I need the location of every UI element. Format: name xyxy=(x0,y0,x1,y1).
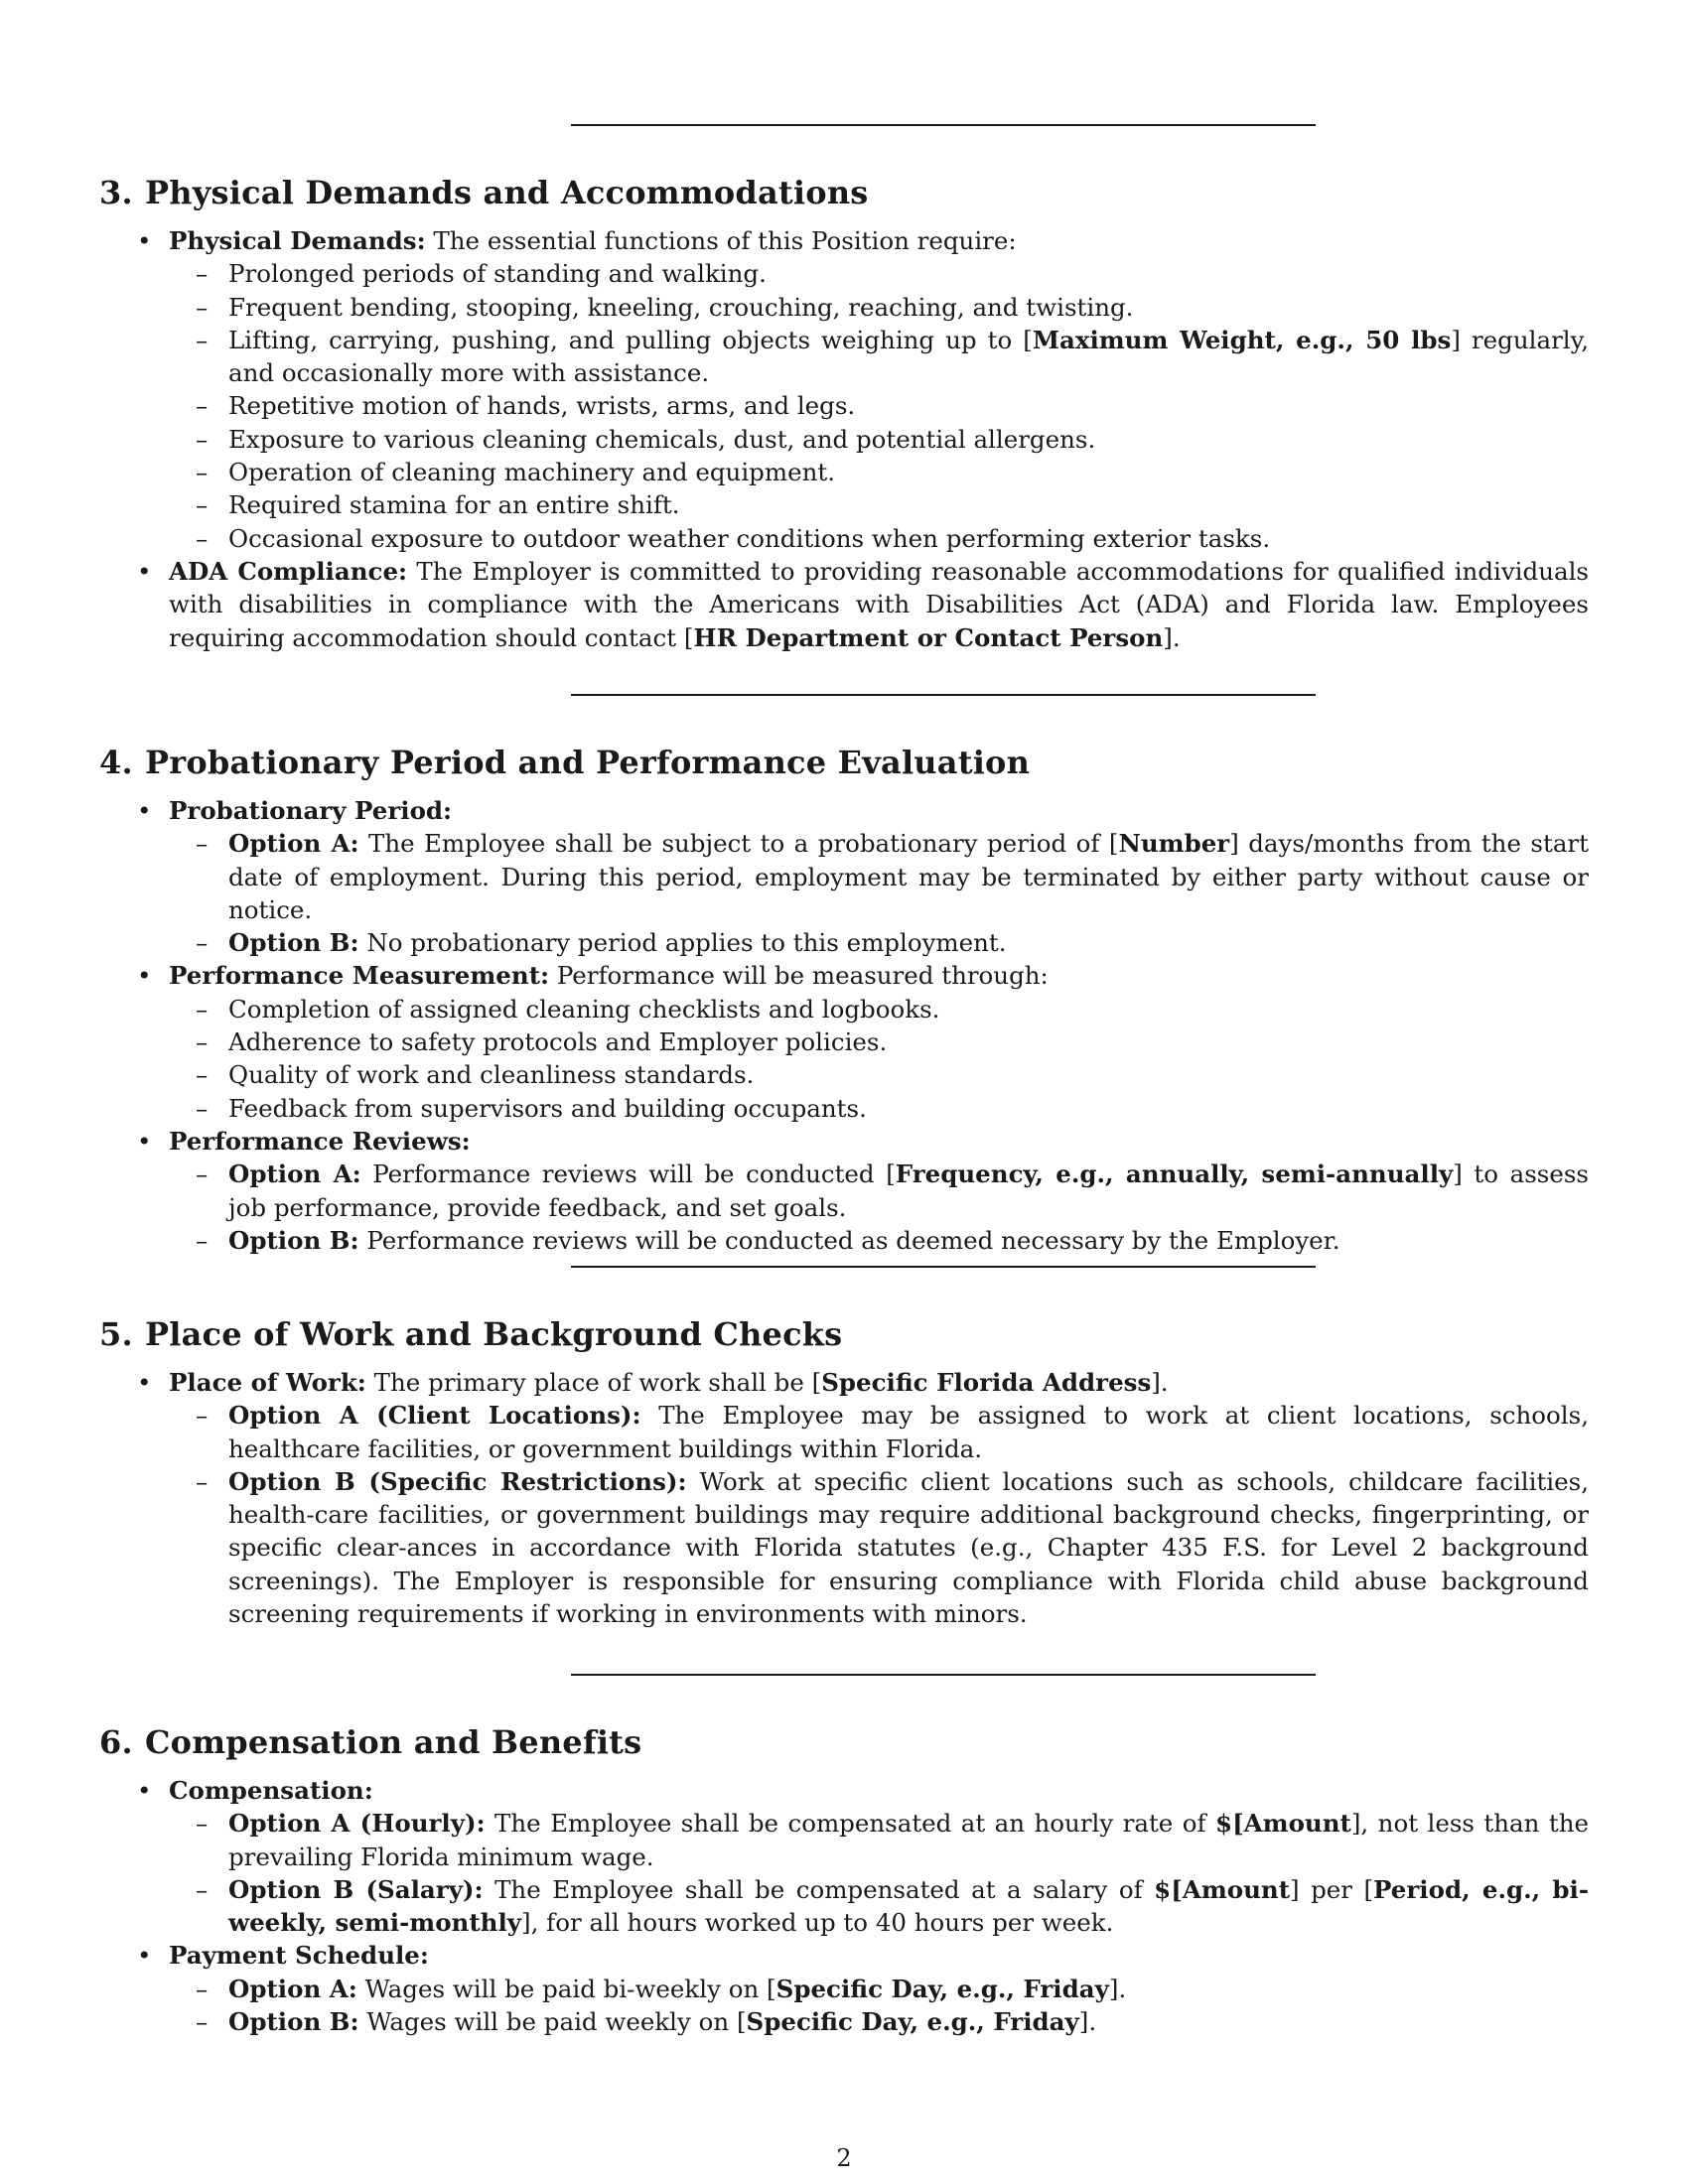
page-number: 2 xyxy=(836,2144,852,2172)
list-item: – Option A: The Employee shall be subject to a probationary period of [Number] days/months from the start date of employment. During this period, employment may be terminated by either party without cause or notice. xyxy=(196,829,1589,924)
list-item: • Compensation: – Option A (Hourly): The Employee shall be compensated at an hourly rate of $[Amount], not less than the prevailing Florida minimum wage. – Option B (Salary): The Employee shall be compensated at a salary of $[Amount] per [Period, e.g., bi-weekly, semi-monthly], for all hours worked up to 40 hours per week. xyxy=(99,1774,1589,1939)
horizontal-rule xyxy=(571,694,1316,696)
section-3 xyxy=(99,173,1589,654)
section-heading: 4. Probationary Period and Performance Evaluation xyxy=(99,744,1031,781)
list-item: – Option A: Performance reviews will be conducted [Frequency, e.g., annually, semi-annually] to assess job performance, provide feedback, and set goals. xyxy=(196,1160,1589,1222)
horizontal-rule xyxy=(571,124,1316,126)
sub-list xyxy=(169,993,1589,1125)
sub-list xyxy=(169,1807,1589,1939)
sub-list xyxy=(169,1973,1589,2039)
section-heading: 5. Place of Work and Background Checks xyxy=(99,1315,843,1353)
list-item: – Option B: No probationary period applies to this employment. xyxy=(196,928,1007,958)
list-item: • Performance Measurement: Performance will be measured through: – Completion of assigned cleaning checklists and logbooks. – Adherence to safety protocols and Employer policies. – Quality of work and cleanliness standards. – Feedback from supervisors and building occupants. xyxy=(99,959,1589,1124)
list-item: – Lifting, carrying, pushing, and pulling objects weighing up to [Maximum Weight, e.g., 50 lbs] regularly, and occasionally more with assistance. xyxy=(196,325,1589,388)
list-item: • Place of Work: The primary place of work shall be [Specific Florida Address]. – Option A (Client Locations): The Employee may be assigned to work at client locations, schools, healthcare facilities, or government buildings within Florida. – Option B (Specific Restrictions): Work at specific client locations such as schools, childcare facilities, health-care facilities, or government buildings may require additional background checks, fingerprinting, or specific clear-ances in accordance with Florida statutes (e.g., Chapter 435 F.S. for Level 2 background screenings). The Employer is responsible for ensuring compliance with Florida child abuse background screening requirements if working in environments with minors. xyxy=(99,1366,1589,1630)
list-item: • Physical Demands: The essential functions of this Position require: – Prolonged periods of standing and walking. – Frequent bending, stooping, kneeling, crouching, reaching, and twisting. – Lifting, carrying, pushing, and pulling objects weighing up to [Maximum Weight, e.g., 50 lbs] regularly, and occasionally more with assistance. – Repetitive motion of hands, wrists, arms, and legs. – Exposure to various cleaning chemicals, dust, and potential allergens. – Operation of cleaning machinery and equipment. – Required stamina for an entire shift. – Occasional exposure to outdoor weather conditions when performing exterior tasks. xyxy=(99,224,1589,555)
list-item: – Option A: Wages will be paid bi-weekly on [Specific Day, e.g., Friday]. xyxy=(196,1974,1127,2003)
sub-list xyxy=(169,1158,1589,1257)
list-item: – Option B: Wages will be paid weekly on [Specific Day, e.g., Friday]. xyxy=(196,2007,1097,2037)
sub-list xyxy=(169,257,1589,555)
list-item: – Option A (Hourly): The Employee shall be compensated at an hourly rate of $[Amount], not less than the prevailing Florida minimum wage. xyxy=(196,1809,1589,1871)
bullet-list xyxy=(99,794,1589,1257)
section-6 xyxy=(99,1722,1589,2038)
horizontal-rule xyxy=(571,1674,1316,1676)
list-item: – Feedback from supervisors and building occupants. xyxy=(196,1093,867,1123)
list-item: – Required stamina for an entire shift. xyxy=(196,490,680,520)
list-item: • Performance Reviews: – Option A: Performance reviews will be conducted [Frequency, e.g., annually, semi-annually] to assess job performance, provide feedback, and set goals. – Option B: Performance reviews will be conducted as deemed necessary by the Employer. xyxy=(99,1125,1589,1257)
list-item: – Exposure to various cleaning chemicals, dust, and potential allergens. xyxy=(196,424,1096,454)
list-item: – Option A (Client Locations): The Employee may be assigned to work at client locations, schools, healthcare facilities, or government buildings within Florida. xyxy=(196,1401,1589,1463)
section-heading: 6. Compensation and Benefits xyxy=(99,1723,642,1761)
list-item: – Quality of work and cleanliness standards. xyxy=(196,1060,755,1090)
list-item: – Operation of cleaning machinery and equipment. xyxy=(196,458,835,487)
list-item: – Frequent bending, stooping, kneeling, crouching, reaching, and twisting. xyxy=(196,292,1134,322)
bullet-list xyxy=(99,1366,1589,1630)
list-item: – Option B: Performance reviews will be conducted as deemed necessary by the Employer. xyxy=(196,1225,1340,1255)
list-item: • Probationary Period: – Option A: The Employee shall be subject to a probationary period of [Number] days/months from the start date of employment. During this period, employment may be terminated by either party without cause or notice. – Option B: No probationary period applies to this employment. xyxy=(99,794,1589,959)
section-4 xyxy=(99,743,1589,1257)
list-item: • Payment Schedule: – Option A: Wages will be paid bi-weekly on [Specific Day, e.g., Friday]. – Option B: Wages will be paid weekly on [Specific Day, e.g., Friday]. xyxy=(99,1939,1589,2038)
list-item: – Repetitive motion of hands, wrists, arms, and legs. xyxy=(196,391,856,421)
section-5 xyxy=(99,1314,1589,1630)
list-item: – Completion of assigned cleaning checklists and logbooks. xyxy=(196,994,940,1024)
list-item: – Option B (Specific Restrictions): Work at specific client locations such as schools, childcare facilities, health-care facilities, or government buildings may require additional background checks, fingerprinting, or specific clear-ances in accordance with Florida statutes (e.g., Chapter 435 F.S. for Level 2 background screenings). The Employer is responsible for ensuring compliance with Florida child abuse background screening requirements if working in environments with minors. xyxy=(196,1466,1589,1629)
section-heading: 3. Physical Demands and Accommodations xyxy=(99,174,869,211)
horizontal-rule xyxy=(571,1266,1316,1268)
list-item: – Occasional exposure to outdoor weather conditions when performing exterior tasks. xyxy=(196,523,1271,553)
list-item: – Prolonged periods of standing and walking. xyxy=(196,259,767,289)
bullet-list xyxy=(99,224,1589,654)
sub-list xyxy=(169,827,1589,959)
list-item: – Option B (Salary): The Employee shall be compensated at a salary of $[Amount] per [Period, e.g., bi-weekly, semi-monthly], for all hours worked up to 40 hours per week. xyxy=(196,1874,1590,1938)
list-item: – Adherence to safety protocols and Employer policies. xyxy=(196,1027,888,1057)
sub-list xyxy=(169,1399,1589,1630)
list-item: • ADA Compliance: The Employer is committed to providing reasonable accommodations for qualified individuals with disabilities in compliance with the Americans with Disabilities Act (ADA) and Florida law. Employees requiring accommodation should contact [HR Department or Contact Person]. xyxy=(137,556,1589,652)
bullet-list xyxy=(99,1774,1589,2038)
